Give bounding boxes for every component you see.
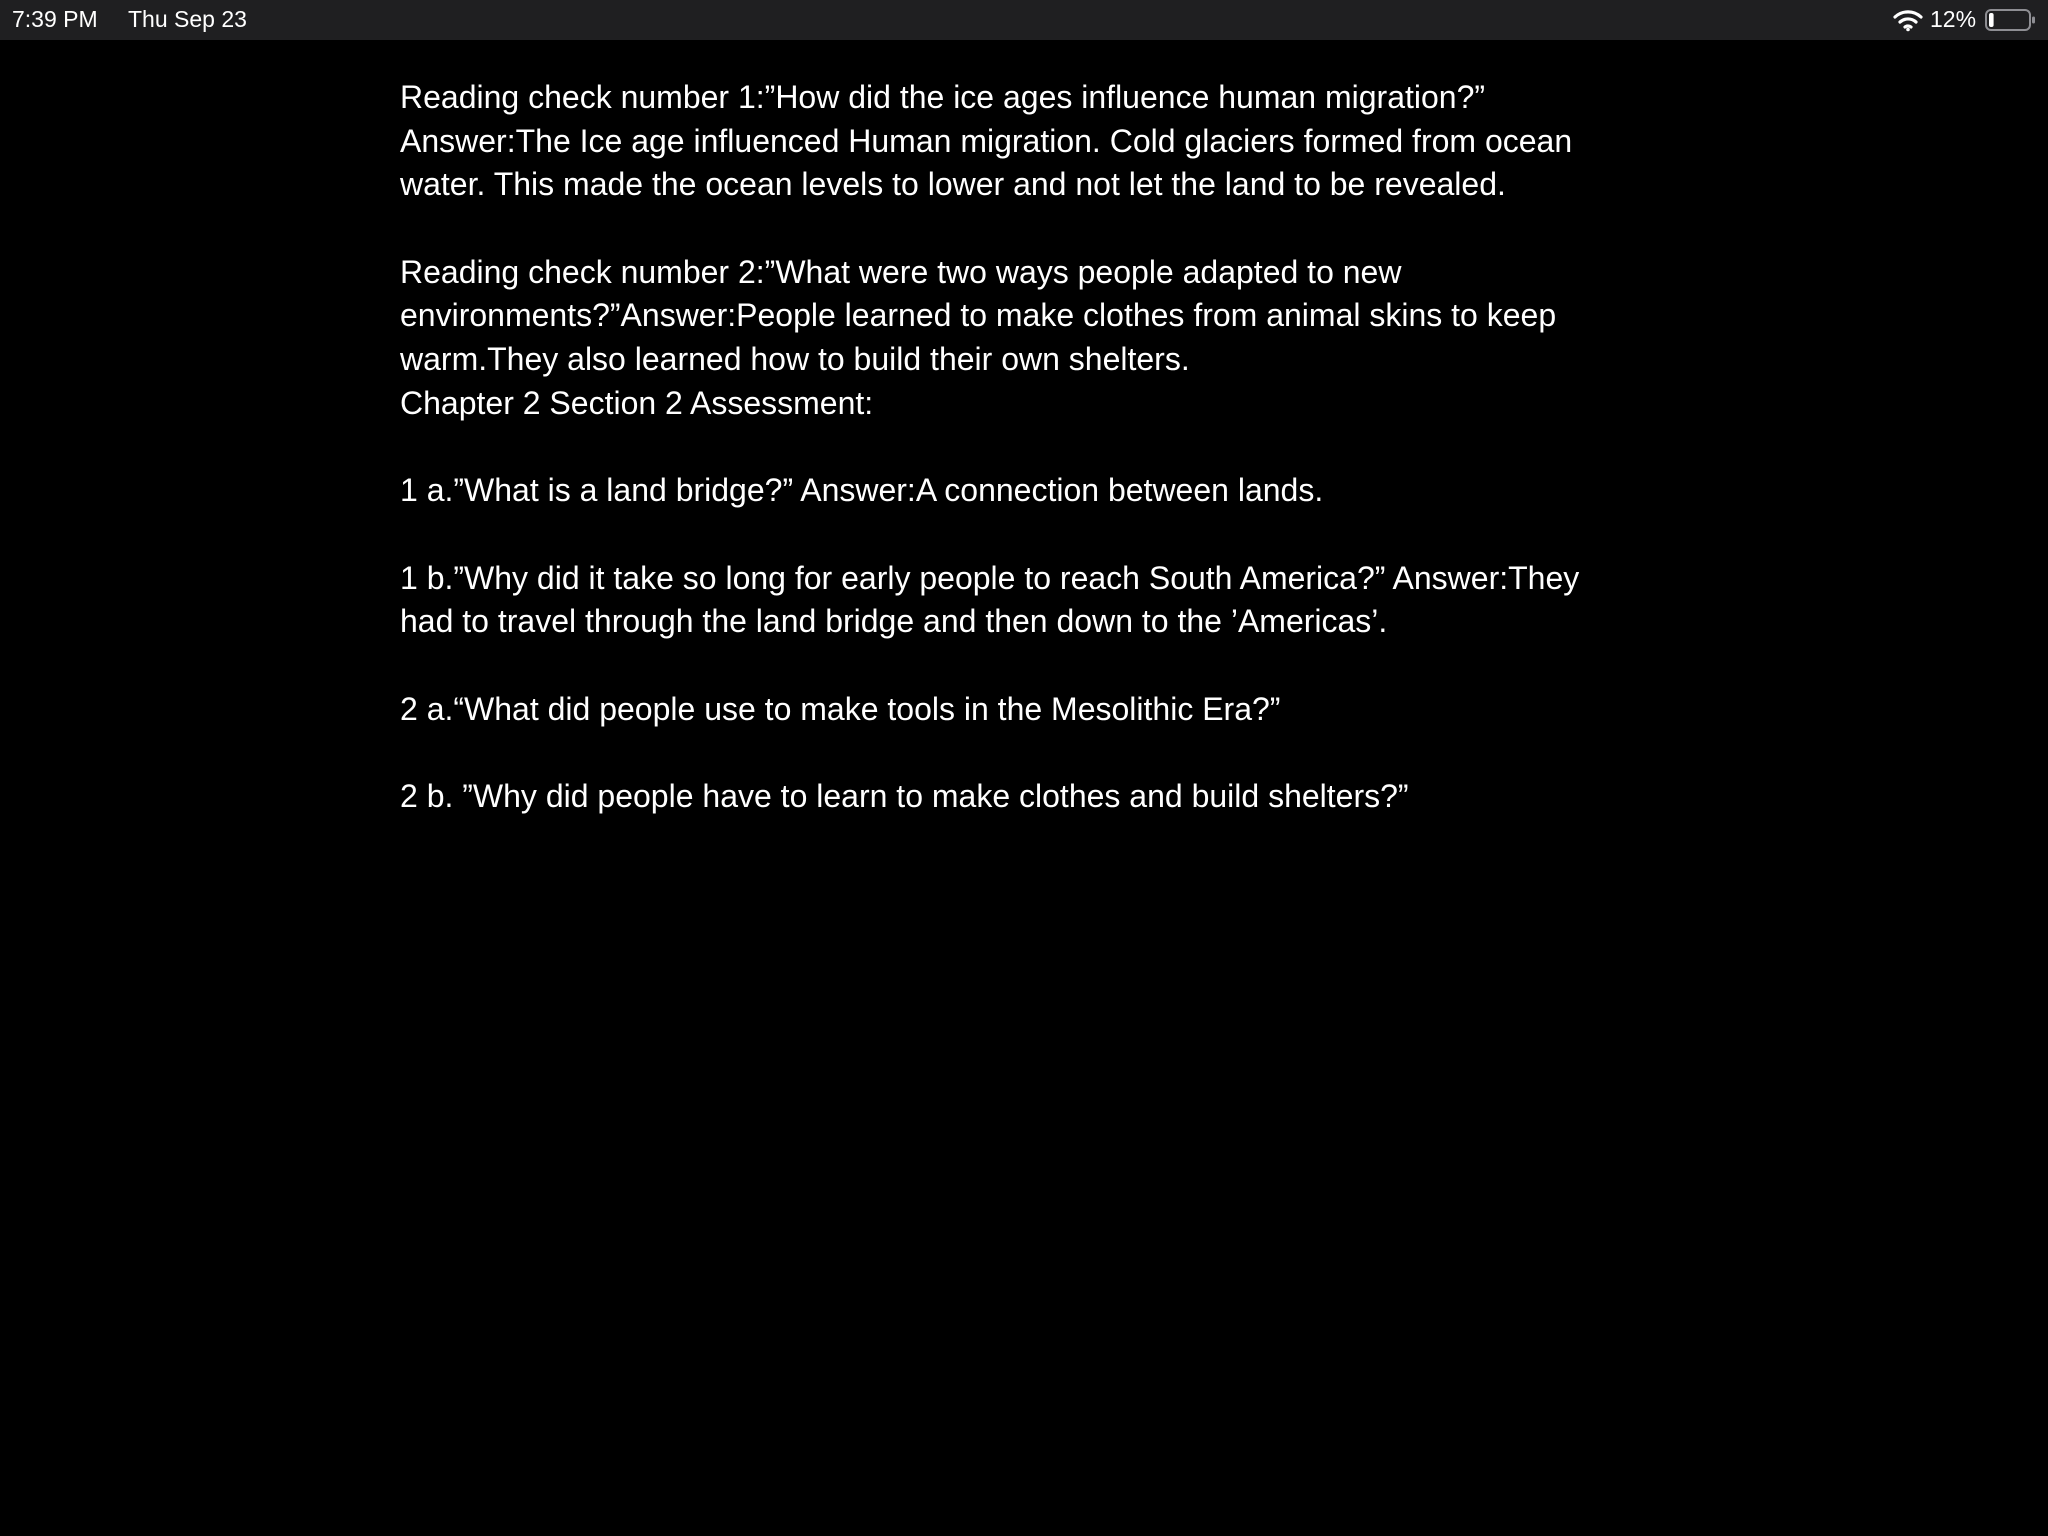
battery-percent: 12% <box>1930 6 1977 32</box>
wifi-icon <box>1893 8 1923 32</box>
battery-icon <box>1985 8 2037 32</box>
question-2b: 2 b. ”Why did people have to learn to make clothes and build shelters?” <box>400 778 1409 814</box>
assessment-heading: Chapter 2 Section 2 Assessment: <box>400 384 874 421</box>
blank-line <box>400 644 1640 688</box>
reading-check-1-answer-line-2: water. This made the ocean levels to lower and not let the land to be revealed. <box>400 166 1506 203</box>
blank-line <box>400 513 1640 557</box>
question-1b-line-1: 1 b.”Why did it take so long for early people to reach South America?” Answer:They <box>400 559 1580 596</box>
blank-line <box>400 426 1640 470</box>
status-bar <box>0 0 2048 40</box>
reading-check-1-question: Reading check number 1:”How did the ice ages influence human migration?” <box>400 79 1486 115</box>
reading-check-2-line-3: warm.They also learned how to build their own shelters. <box>400 341 1190 378</box>
question-1b-line-2: had to travel through the land bridge and then down to the ’Americas’. <box>400 603 1388 640</box>
blank-line <box>400 207 1640 251</box>
battery-level-fill <box>1989 13 1994 27</box>
question-2a: 2 a.“What did people use to make tools in the Mesolithic Era?” <box>400 690 1281 727</box>
status-time: 7:39 PM <box>12 6 98 32</box>
reading-check-1-answer-line-1: Answer:The Ice age influenced Human migration. Cold glaciers formed from ocean <box>400 122 1573 159</box>
reading-check-2-line-1: Reading check number 2:”What were two ways people adapted to new <box>400 253 1402 290</box>
question-1a: 1 a.”What is a land bridge?” Answer:A connection between lands. <box>400 472 1324 509</box>
blank-line <box>400 731 1640 775</box>
status-date: Thu Sep 23 <box>128 6 247 32</box>
document-body[interactable] <box>400 76 1640 819</box>
reading-check-2-line-2: environments?”Answer:People learned to make clothes from animal skins to keep <box>400 297 1557 334</box>
